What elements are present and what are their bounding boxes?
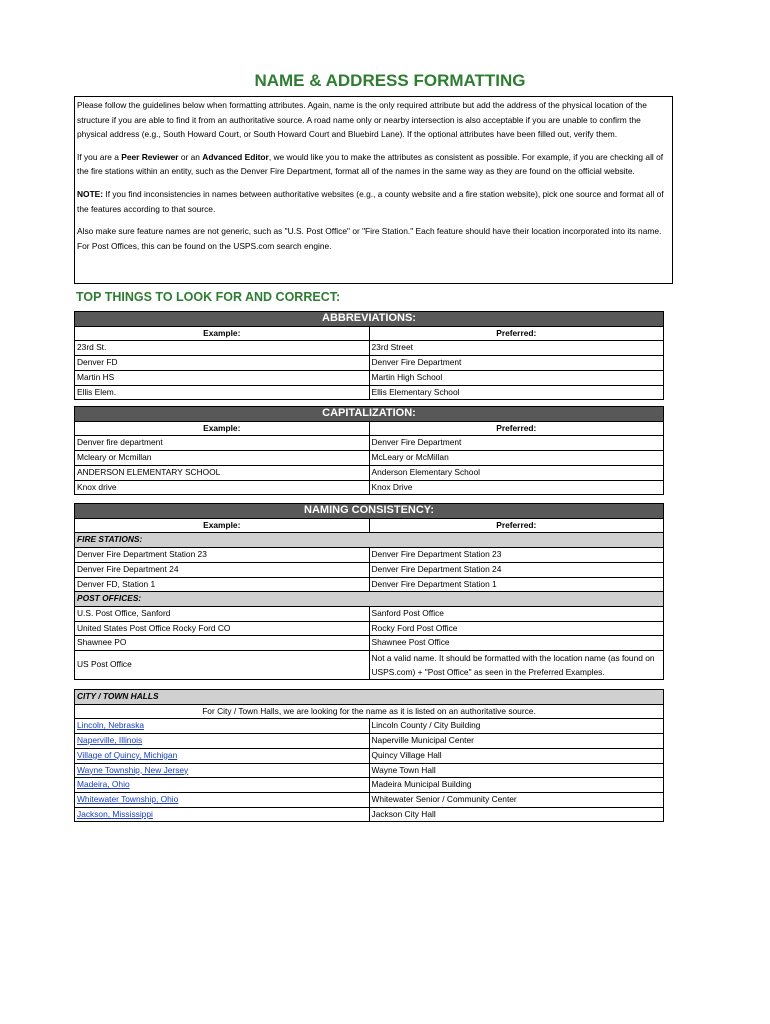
preferred-cell: Whitewater Senior / Community Center — [369, 792, 664, 807]
example-cell: 23rd St. — [75, 341, 370, 356]
generic-names-text: Also make sure feature names are not generic, such as "U.S. Post Office" or "Fire Station." Each feature should have their location incorporated into its name. For Post Offices, this can be found on the USPS.com search engine. — [77, 226, 662, 251]
preferred-cell: McLeary or McMillan — [369, 451, 664, 466]
instructions-text: Please follow the guidelines below when formatting attributes. Again, name is the only required attribute but add the address of the physical location of the structure if you are able to find it from an authoritative source. A road name only or nearby intersection is also acceptable if you are unable to confirm the physical address (e.g., South Howard Court, or South Howard Court and Bluebird Lane). If the optional attributes have been filled out, verify them. — [77, 100, 647, 140]
table-row — [75, 341, 664, 356]
preferred-cell: Shawnee Post Office — [369, 636, 664, 651]
city-link[interactable]: Jackson, Mississippi — [77, 808, 153, 819]
abbreviations-header: ABBREVIATIONS: — [75, 312, 664, 327]
example-cell: Martin HS — [75, 370, 370, 385]
preferred-cell: Anderson Elementary School — [369, 465, 664, 480]
table-row — [75, 763, 664, 778]
generic-names-paragraph — [77, 224, 670, 253]
capitalization-table — [74, 406, 664, 495]
table-row — [75, 792, 664, 807]
preferred-cell: Ellis Elementary School — [369, 385, 664, 400]
table-row — [75, 385, 664, 400]
example-cell: Denver fire department — [75, 436, 370, 451]
example-column-header: Example: — [75, 421, 370, 436]
table-row — [75, 562, 664, 577]
table-row — [75, 465, 664, 480]
city-link[interactable]: Wayne Township, New Jersey — [77, 764, 189, 775]
fire-stations-group-label: FIRE STATIONS: — [75, 533, 664, 548]
example-cell: Mcleary or Mcmillan — [75, 451, 370, 466]
advanced-editor-term: Advanced Editor — [202, 151, 269, 162]
example-cell: Denver FD — [75, 356, 370, 371]
reviewer-text: , we would like you to make the attributes as consistent as possible. For example, if you are checking all of the fire stations within an entity, such as the Denver Fire Department, format all of the names in the same way as they are found on the official website. — [77, 151, 664, 177]
preferred-cell: Lincoln County / City Building — [369, 719, 664, 734]
naming-consistency-table — [74, 503, 664, 680]
table-row — [75, 548, 664, 563]
example-cell: ANDERSON ELEMENTARY SCHOOL — [75, 465, 370, 480]
preferred-cell: Not a valid name. It should be formatted with the location name (as found on USPS.com) + "Post Office" as seen in the Preferred Examples. — [369, 651, 664, 680]
example-cell: US Post Office — [75, 651, 370, 680]
preferred-cell: Denver Fire Department — [369, 356, 664, 371]
city-link[interactable]: Naperville, Illinois — [77, 735, 143, 746]
example-cell: Denver Fire Department 24 — [75, 562, 370, 577]
preferred-cell: Denver Fire Department — [369, 436, 664, 451]
example-cell: Denver Fire Department Station 23 — [75, 548, 370, 563]
city-link[interactable]: Village of Quincy, Michigan — [77, 749, 178, 760]
note-text: If you find inconsistencies in names between authoritative websites (e.g., a county website and a fire station website), pick one source and format all of the features according to that source. — [77, 188, 664, 214]
abbreviations-table — [74, 311, 664, 400]
table-row — [75, 719, 664, 734]
city-town-halls-table — [74, 689, 664, 822]
preferred-cell: Martin High School — [369, 370, 664, 385]
example-cell: Ellis Elem. — [75, 385, 370, 400]
table-row — [75, 370, 664, 385]
preferred-column-header: Preferred: — [369, 326, 664, 341]
post-offices-group-label: POST OFFICES: — [75, 592, 664, 607]
reviewer-paragraph — [77, 150, 670, 179]
preferred-cell: Quincy Village Hall — [369, 748, 664, 763]
table-row — [75, 807, 664, 822]
table-row — [75, 606, 664, 621]
preferred-cell: Naperville Municipal Center — [369, 734, 664, 749]
example-column-header: Example: — [75, 518, 370, 533]
instructions-box — [74, 96, 673, 284]
city-town-halls-header: CITY / TOWN HALLS — [75, 690, 664, 705]
city-link[interactable]: Lincoln, Nebraska — [77, 720, 145, 731]
table-row — [75, 621, 664, 636]
preferred-cell: Sanford Post Office — [369, 606, 664, 621]
table-row — [75, 636, 664, 651]
preferred-cell: Denver Fire Department Station 1 — [369, 577, 664, 592]
capitalization-header: CAPITALIZATION: — [75, 407, 664, 422]
preferred-cell: Jackson City Hall — [369, 807, 664, 822]
reviewer-text: or an — [178, 151, 203, 162]
preferred-cell: Rocky Ford Post Office — [369, 621, 664, 636]
example-cell: Denver FD, Station 1 — [75, 577, 370, 592]
table-row — [75, 577, 664, 592]
example-cell: Knox drive — [75, 480, 370, 495]
example-cell: United States Post Office Rocky Ford CO — [75, 621, 370, 636]
city-link[interactable]: Madeira, Ohio — [77, 779, 130, 790]
reviewer-text: If you are a — [77, 151, 122, 162]
page-title: NAME & ADDRESS FORMATTING — [254, 71, 526, 90]
table-row — [75, 436, 664, 451]
preferred-cell: Knox Drive — [369, 480, 664, 495]
table-row — [75, 651, 664, 680]
table-row — [75, 451, 664, 466]
preferred-column-header: Preferred: — [369, 421, 664, 436]
peer-reviewer-term: Peer Reviewer — [121, 151, 179, 162]
city-town-halls-note: For City / Town Halls, we are looking for the name as it is listed on an authoritative source. — [75, 704, 664, 719]
preferred-column-header: Preferred: — [369, 518, 664, 533]
table-row — [75, 734, 664, 749]
note-label: NOTE: — [77, 188, 104, 199]
city-link[interactable]: Whitewater Township, Ohio — [77, 793, 179, 804]
preferred-cell: Wayne Town Hall — [369, 763, 664, 778]
table-row — [75, 480, 664, 495]
preferred-cell: Madeira Municipal Building — [369, 778, 664, 793]
preferred-cell: Denver Fire Department Station 23 — [369, 548, 664, 563]
section-subheading: TOP THINGS TO LOOK FOR AND CORRECT: — [76, 290, 341, 304]
preferred-cell: 23rd Street — [369, 341, 664, 356]
table-row — [75, 748, 664, 763]
table-row — [75, 356, 664, 371]
naming-consistency-header: NAMING CONSISTENCY: — [75, 504, 664, 519]
example-cell: U.S. Post Office, Sanford — [75, 606, 370, 621]
preferred-cell: Denver Fire Department Station 24 — [369, 562, 664, 577]
example-column-header: Example: — [75, 326, 370, 341]
example-cell: Shawnee PO — [75, 636, 370, 651]
note-paragraph — [77, 187, 670, 216]
table-row — [75, 778, 664, 793]
instructions-paragraph — [77, 98, 670, 142]
